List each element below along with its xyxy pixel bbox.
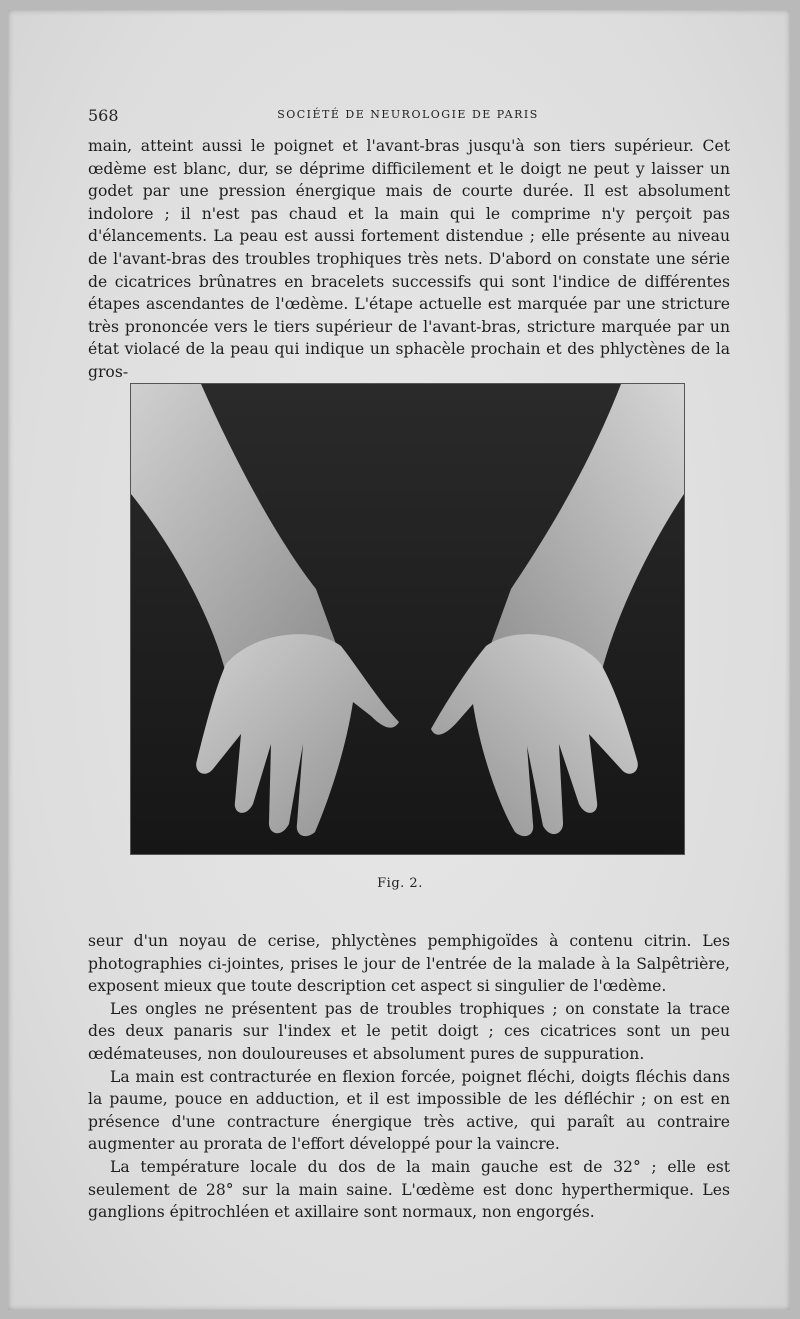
bottom-text-block	[88, 930, 730, 1224]
journal-title: SOCIÉTÉ DE NEUROLOGIE DE PARIS	[277, 108, 539, 121]
paragraph-continuation: seur d'un noyau de cerise, phlyctènes pemphigoïdes à contenu citrin. Les photographies ci-jointes, prises le jour de l'entrée de la malade à la Salpêtrière, exposent mieux que toute description cet aspect si singulier de l'œdème.	[88, 932, 730, 996]
hands-photograph	[131, 384, 684, 854]
top-text-block	[88, 135, 730, 384]
figure-photograph	[130, 383, 685, 855]
page-number: 568	[88, 106, 119, 125]
paragraph-temperature: La température locale du dos de la main gauche est de 32° ; elle est seulement de 28° sur la main saine. L'œdème est donc hyperthermique. Les ganglions épitrochléen et axillaire sont normaux, non engorgés.	[88, 1157, 730, 1222]
running-head	[88, 106, 728, 126]
paragraph-contracture: La main est contracturée en flexion forcée, poignet fléchi, doigts fléchis dans la paume, pouce en adduction, et il est impossible de les défléchir ; on est en présence d'une contracture énergique très active, qui paraît au contraire augmenter au prorata de l'effort développé pour la vaincre.	[88, 1067, 730, 1154]
figure-caption: Fig. 2.	[377, 876, 423, 891]
paragraph-nails: Les ongles ne présentent pas de troubles trophiques ; on constate la trace des deux panaris sur l'index et le petit doigt ; ces cicatrices sont un peu œdémateuses, non douloureuses et absolument pures de suppuration.	[88, 999, 730, 1063]
top-paragraph: main, atteint aussi le poignet et l'avant-bras jusqu'à son tiers supérieur. Cet œdème est blanc, dur, se déprime difficilement et le doigt ne peut y laisser un godet par une pression énergique mais de courte durée. Il est absolument indolore ; il n'est pas chaud et la main qui le comprime n'y perçoit pas d'élancements. La peau est aussi fortement distendue ; elle présente au niveau de l'avant-bras des troubles trophiques très nets. D'abord on constate une série de cicatrices brûnatres en bracelets successifs qui sont l'indice de différentes étapes ascendantes de l'œdème. L'étape actuelle est marquée par une stricture très prononcée vers le tiers supérieur de l'avant-bras, stricture marquée par un état violacé de la peau qui indique un sphacèle prochain et des phlyctènes de la gros-	[88, 137, 730, 381]
